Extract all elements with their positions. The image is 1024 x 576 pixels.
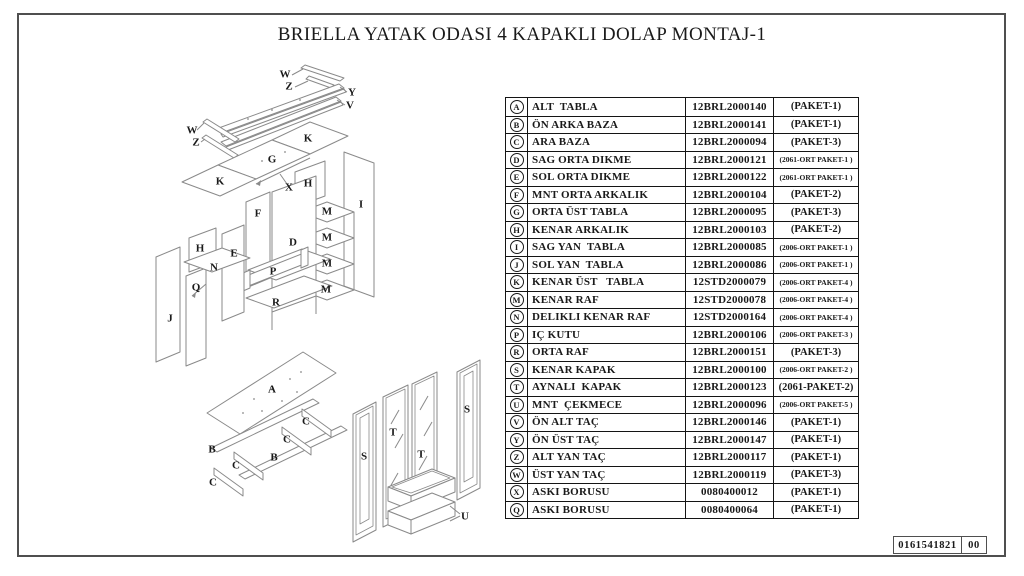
part-letter-cell: [506, 414, 527, 431]
part-code: 12BRL2000121: [685, 152, 773, 169]
part-name: ÜST YAN TAÇ: [527, 467, 685, 484]
diagram-label-X: X: [285, 181, 293, 194]
part-letter-badge: Z: [510, 450, 524, 464]
part-letter-cell: [506, 379, 527, 396]
part-package: (PAKET-3): [773, 134, 858, 151]
diagram-label-B: B: [208, 443, 216, 456]
part-letter-badge: P: [510, 328, 524, 342]
diagram-label-J: J: [167, 312, 173, 325]
part-letter-cell: [506, 204, 527, 221]
part-code: 12BRL2000151: [685, 344, 773, 361]
diagram-label-M: M: [321, 205, 333, 218]
diagram-label-K: K: [303, 132, 313, 145]
part-code: 12BRL2000117: [685, 449, 773, 466]
table-row: [506, 273, 858, 291]
part-code: 12BRL2000106: [685, 327, 773, 344]
part-package: (2006-ORT PAKET-1 ): [773, 257, 858, 274]
part-package: (PAKET-1): [773, 449, 858, 466]
part-name: KENAR ARKALIK: [527, 222, 685, 239]
diagram-label-C: C: [209, 476, 217, 489]
table-row: [506, 326, 858, 344]
part-letter-badge: T: [510, 380, 524, 394]
part-package: (2006-ORT PAKET-4 ): [773, 309, 858, 326]
diagram-label-P: P: [269, 265, 277, 278]
table-row: [506, 116, 858, 134]
part-name: SOL ORTA DIKME: [527, 169, 685, 186]
part-letter-badge: C: [510, 135, 524, 149]
part-letter-badge: G: [510, 205, 524, 219]
part-name: DELIKLI KENAR RAF: [527, 309, 685, 326]
part-letter-badge: Y: [510, 433, 524, 447]
part-code: 12BRL2000096: [685, 397, 773, 414]
table-row: [506, 396, 858, 414]
doc-number-box: [893, 536, 987, 554]
table-row: [506, 151, 858, 169]
part-letter-cell: [506, 362, 527, 379]
table-row: [506, 378, 858, 396]
part-letter-cell: [506, 292, 527, 309]
part-code: 12STD2000164: [685, 309, 773, 326]
part-code: 12BRL2000122: [685, 169, 773, 186]
diagram-label-C: C: [302, 415, 310, 428]
part-package: (2006-ORT PAKET-1 ): [773, 239, 858, 256]
part-letter-badge: N: [510, 310, 524, 324]
part-letter-cell: [506, 239, 527, 256]
part-letter-badge: I: [510, 240, 524, 254]
page-title: BRIELLA YATAK ODASI 4 KAPAKLI DOLAP MONTAJ-1: [277, 24, 767, 45]
part-letter-badge: W: [510, 468, 524, 482]
part-package: (PAKET-1): [773, 432, 858, 449]
table-row: [506, 186, 858, 204]
part-letter-badge: H: [510, 223, 524, 237]
diagram-label-C: C: [232, 459, 240, 472]
part-package: (PAKET-1): [773, 117, 858, 134]
table-row: [506, 238, 858, 256]
part-package: (PAKET-1): [773, 98, 858, 116]
part-name: AYNALI KAPAK: [527, 379, 685, 396]
part-letter-cell: [506, 134, 527, 151]
part-name: IÇ KUTU: [527, 327, 685, 344]
doc-revision: 00: [961, 537, 986, 553]
part-letter-cell: [506, 169, 527, 186]
part-name: ASKI BORUSU: [527, 502, 685, 519]
diagram-label-S: S: [360, 450, 368, 463]
part-name: MNT ORTA ARKALIK: [527, 187, 685, 204]
part-letter-badge: Q: [510, 503, 524, 517]
part-name: ÖN ARKA BAZA: [527, 117, 685, 134]
part-name: ASKI BORUSU: [527, 484, 685, 501]
part-package: (PAKET-3): [773, 467, 858, 484]
part-package: (2061-ORT PAKET-1 ): [773, 152, 858, 169]
part-package: (2061-PAKET-2): [773, 379, 858, 396]
table-row: [506, 501, 858, 519]
part-letter-cell: [506, 327, 527, 344]
part-name: SOL YAN TABLA: [527, 257, 685, 274]
diagram-label-N: N: [210, 261, 218, 274]
part-name: KENAR KAPAK: [527, 362, 685, 379]
diagram-label-M: M: [321, 257, 333, 270]
part-name: ÖN ALT TAÇ: [527, 414, 685, 431]
part-letter-cell: [506, 432, 527, 449]
diagram-label-Z: Z: [192, 136, 200, 149]
diagram-label-S: S: [463, 403, 471, 416]
part-code: 12BRL2000140: [685, 98, 773, 116]
part-package: (2006-ORT PAKET-4 ): [773, 292, 858, 309]
part-code: 12STD2000078: [685, 292, 773, 309]
part-code: 12BRL2000095: [685, 204, 773, 221]
part-name: MNT ÇEKMECE: [527, 397, 685, 414]
part-letter-cell: [506, 449, 527, 466]
part-letter-badge: A: [510, 100, 524, 114]
table-row: [506, 431, 858, 449]
diagram-label-E: E: [230, 247, 238, 260]
part-letter-cell: [506, 257, 527, 274]
part-letter-badge: X: [510, 485, 524, 499]
diagram-label-M: M: [321, 231, 333, 244]
diagram-label-C: C: [283, 433, 291, 446]
part-code: 12BRL2000104: [685, 187, 773, 204]
table-row: [506, 361, 858, 379]
part-package: (PAKET-1): [773, 414, 858, 431]
part-package: (2006-ORT PAKET-4 ): [773, 274, 858, 291]
part-name: KENAR ÜST TABLA: [527, 274, 685, 291]
part-letter-cell: [506, 309, 527, 326]
part-letter-cell: [506, 117, 527, 134]
part-letter-cell: [506, 222, 527, 239]
diagram-label-T: T: [389, 426, 397, 439]
part-package: (2061-ORT PAKET-1 ): [773, 169, 858, 186]
part-letter-badge: J: [510, 258, 524, 272]
part-package: (PAKET-1): [773, 484, 858, 501]
table-row: [506, 168, 858, 186]
center-panels-group: [243, 176, 332, 330]
part-letter-badge: F: [510, 188, 524, 202]
part-letter-badge: V: [510, 415, 524, 429]
part-name: SAG YAN TABLA: [527, 239, 685, 256]
part-letter-badge: R: [510, 345, 524, 359]
part-code: 12BRL2000141: [685, 117, 773, 134]
table-row: [506, 448, 858, 466]
diagram-label-M: M: [320, 283, 332, 296]
table-row: [506, 221, 858, 239]
part-code: 12STD2000079: [685, 274, 773, 291]
part-letter-cell: [506, 152, 527, 169]
part-package: (PAKET-2): [773, 187, 858, 204]
diagram-label-A: A: [268, 383, 276, 396]
part-name: ALT YAN TAÇ: [527, 449, 685, 466]
diagram-label-Z: Z: [285, 80, 293, 93]
part-package: (PAKET-1): [773, 502, 858, 519]
part-code: 12BRL2000103: [685, 222, 773, 239]
part-code: 12BRL2000085: [685, 239, 773, 256]
part-letter-cell: [506, 344, 527, 361]
part-code: 12BRL2000094: [685, 134, 773, 151]
diagram-label-T: T: [417, 448, 425, 461]
part-letter-badge: K: [510, 275, 524, 289]
part-code: 12BRL2000147: [685, 432, 773, 449]
diagram-label-W: W: [186, 124, 198, 137]
part-letter-badge: B: [510, 118, 524, 132]
part-package: (2006-ORT PAKET-2 ): [773, 362, 858, 379]
table-row: [506, 413, 858, 431]
part-code: 12BRL2000100: [685, 362, 773, 379]
diagram-label-F: F: [254, 207, 262, 220]
table-row: [506, 256, 858, 274]
diagram-label-D: D: [289, 236, 297, 249]
part-letter-badge: S: [510, 363, 524, 377]
part-code: 12BRL2000146: [685, 414, 773, 431]
parts-table: [505, 97, 859, 519]
table-row: [506, 203, 858, 221]
part-code: 12BRL2000123: [685, 379, 773, 396]
diagram-label-H: H: [303, 177, 313, 190]
part-package: (2006-ORT PAKET-3 ): [773, 327, 858, 344]
part-name: KENAR RAF: [527, 292, 685, 309]
table-row: [506, 308, 858, 326]
part-letter-cell: [506, 98, 527, 116]
doc-number: 0161541821: [898, 539, 957, 551]
part-letter-cell: [506, 397, 527, 414]
table-row: [506, 466, 858, 484]
part-name: ORTA RAF: [527, 344, 685, 361]
part-name: SAG ORTA DIKME: [527, 152, 685, 169]
diagram-label-Q: Q: [191, 281, 201, 294]
part-code: 12BRL2000086: [685, 257, 773, 274]
part-letter-badge: E: [510, 170, 524, 184]
part-code: 12BRL2000119: [685, 467, 773, 484]
part-letter-cell: [506, 502, 527, 519]
diagram-label-R: R: [272, 296, 280, 309]
diagram-label-V: V: [346, 99, 354, 112]
diagram-label-G: G: [267, 153, 277, 166]
base-frame-group: [207, 352, 347, 496]
diagram-label-B: B: [270, 451, 278, 464]
part-package: (2006-ORT PAKET-5 ): [773, 397, 858, 414]
part-name: ÖN ÜST TAÇ: [527, 432, 685, 449]
part-letter-cell: [506, 484, 527, 501]
part-name: ALT TABLA: [527, 98, 685, 116]
part-name: ORTA ÜST TABLA: [527, 204, 685, 221]
table-row: [506, 133, 858, 151]
part-letter-badge: U: [510, 398, 524, 412]
diagram-label-Y: Y: [348, 86, 356, 99]
diagram-label-U: U: [461, 510, 469, 523]
diagram-label-H: H: [195, 242, 205, 255]
part-package: (PAKET-2): [773, 222, 858, 239]
part-package: (PAKET-3): [773, 204, 858, 221]
part-letter-badge: D: [510, 153, 524, 167]
part-letter-cell: [506, 187, 527, 204]
diagram-label-K: K: [215, 175, 225, 188]
table-row: [506, 98, 858, 116]
part-code: 0080400064: [685, 502, 773, 519]
diagram-label-I: I: [358, 198, 364, 211]
part-letter-badge: M: [510, 293, 524, 307]
table-row: [506, 291, 858, 309]
table-row: [506, 343, 858, 361]
part-letter-cell: [506, 274, 527, 291]
part-code: 0080400012: [685, 484, 773, 501]
diagram-label-W: W: [279, 68, 291, 81]
part-name: ARA BAZA: [527, 134, 685, 151]
part-package: (PAKET-3): [773, 344, 858, 361]
table-row: [506, 483, 858, 501]
part-letter-cell: [506, 467, 527, 484]
